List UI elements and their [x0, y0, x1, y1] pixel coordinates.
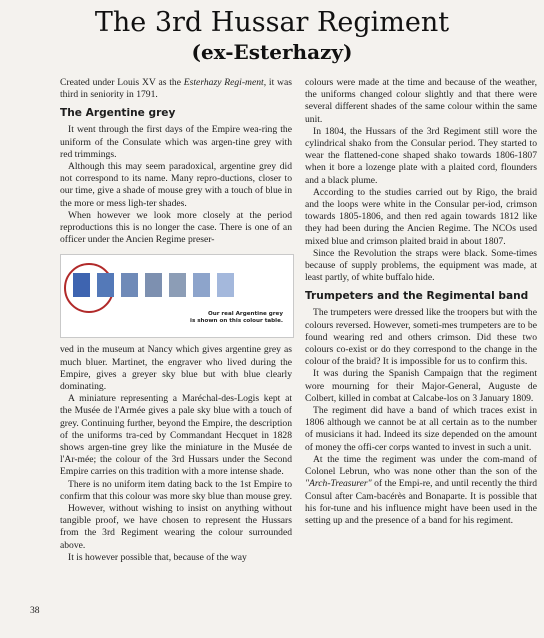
page-number: 38 — [30, 605, 40, 616]
section-heading-argentine-grey: The Argentine grey — [60, 107, 176, 120]
colour-swatch — [145, 273, 162, 297]
intro-paragraph: Created under Louis XV as the Esterhazy Regi-ment, it was third in seniority in 1791. — [60, 77, 292, 101]
paragraph: There is no uniform item dating back to the 1st Empire to confirm that this colour was more sky blue than mouse grey. — [60, 478, 292, 502]
paragraph: When however we look more closely at the period reproductions this is no longer the case. There is one of an officer under the Ancien Regime preser- — [60, 209, 292, 246]
paragraph: ved in the museum at Nancy which gives argentine grey as much bluer. Martinet, the engraver who lived during the Empire, gives a greyer sky blue but with blue clearly dominating. — [60, 344, 292, 393]
page-title: The 3rd Hussar Regiment — [94, 7, 450, 38]
paragraph: The trumpeters were dressed like the troopers but with the colours reversed. However, someti-mes trumpeters are to be found wearing red and others crimson. Did these two colours co-exist or do they correspond to the change in the colour of the braid? It is impossible for us to confirm this. — [305, 307, 537, 368]
colour-swatch — [217, 273, 234, 297]
paragraph: A miniature representing a Maréchal-des-Logis kept at the Musée de l'Armée gives a pale sky blue with a touch of grey. Continuing further, beyond the Empire, the description of the uniforms tra-ced by Commandant Hecquet in 1828 shows argen-tine grey like the miniature in the Musée de l'Ar-mée; the colour of the 3rd Hussars under the Second Empire carries on this tradition with a more intense shade. — [60, 393, 292, 478]
paragraph: In 1804, the Hussars of the 3rd Regiment still wore the cylindrical shako from the Consular period. They started to wear the flattened-cone shaped shako towards 1806-1807 when it bore a lozenge plate with a plaited cord, flounders and a black plume. — [305, 125, 537, 186]
paragraph: Although this may seem paradoxical, argentine grey did not correspond to its name. Many repro-ductions, closer to our time, give a shade of mouse grey with a touch of blue in the more or mess ligh-ter shades. — [60, 161, 292, 209]
colour-swatch — [73, 273, 90, 297]
paragraph: colours were made at the time and because of the weather, the uniforms changed colour slightly and that there were several different shades of the same colour within the same unit. — [305, 77, 537, 125]
colour-swatch — [193, 273, 210, 297]
paragraph: It is however possible that, because of the way — [68, 551, 247, 563]
left-column — [60, 77, 292, 564]
colour-table-figure — [60, 254, 294, 338]
colour-swatch — [121, 273, 138, 297]
page-subtitle: (ex-Esterhazy) — [191, 40, 353, 64]
paragraph: However, without wishing to insist on anything without tangible proof, we have chosen to represent the Hussars from the 3rd Regiment wearing the colour surrounded above. — [60, 503, 292, 551]
paragraph: At the time the regiment was under the com-mand of Colonel Lebrun, who was none other than the son of the "Arch-Treasurer" of the Empi-re, and until recently the third Consul after Cam-bacérès and Bonaparte. It is possible that his for-tune and his influence might have been used in the setting up and the presence of a band for his regiment. — [305, 453, 537, 526]
paragraph: The regiment did have a band of which traces exist in 1806 although we cannot be at all certain as to the number of musicians it had. Indeed its size depended on the amount of money the offi-cer corps wanted to invest in such a unit. — [305, 405, 537, 453]
figure-caption: Our real Argentine grey is shown on this colour table. — [190, 311, 283, 325]
right-column — [305, 77, 537, 527]
paragraph: It went through the first days of the Empire wea-ring the uniform of the Consulate which was argen-tine grey with red trimmings. — [60, 124, 292, 160]
colour-swatch — [169, 273, 186, 297]
colour-swatch — [97, 273, 114, 297]
paragraph: It was during the Spanish Campaign that the regiment wore mourning for their Major-General, Auguste de Colbert, killed in combat at Calcabe-los on 3 January 1809. — [305, 368, 537, 404]
section-heading-trumpeters: Trumpeters and the Regimental band — [305, 290, 529, 303]
paragraph: According to the studies carried out by Rigo, the braid and the loops were white in the Consular per-iod, crimson towards 1805-1806, and then red again towards 1812 like they had been during the Ancien Regime. The NCOs used mixed blue and crimson plaited braid in about 1807. — [305, 186, 537, 247]
paragraph: Since the Revolution the straps were black. Some-times because of supply problems, the equipment was made, at least partly, of white buffalo hide. — [305, 247, 537, 284]
